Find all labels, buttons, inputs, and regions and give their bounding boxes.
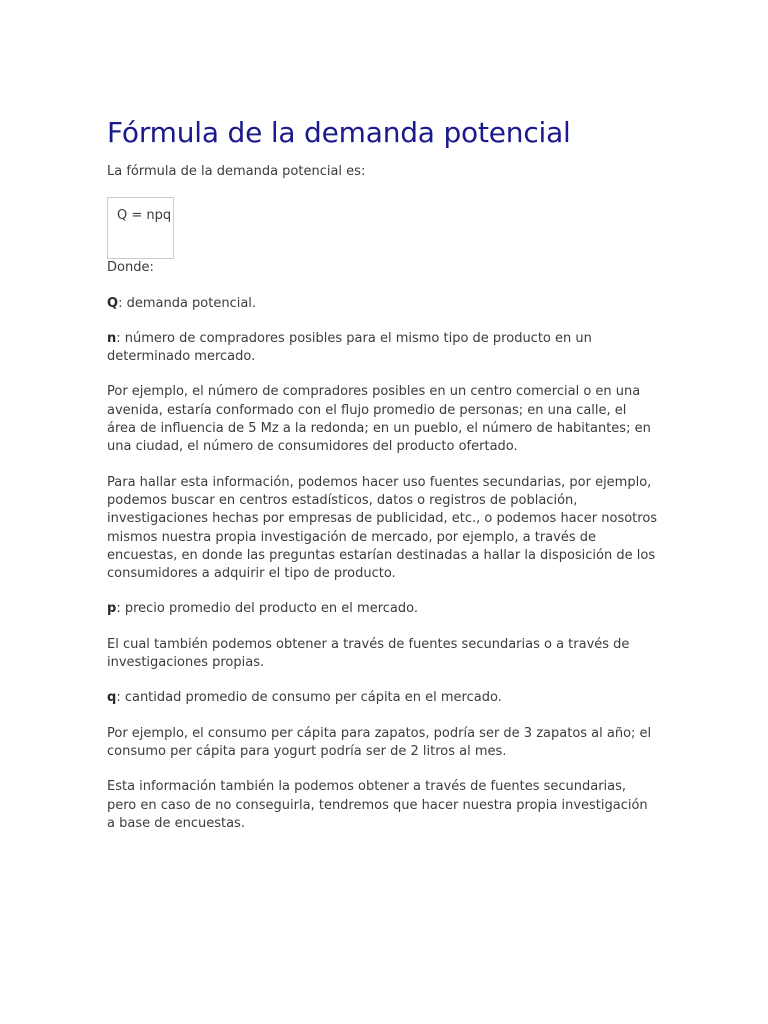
definition-p xyxy=(107,600,659,618)
formula-text: Q = npq xyxy=(117,208,172,224)
definition-n xyxy=(107,330,659,367)
formula-box xyxy=(107,197,174,259)
definition-text: : número de compradores posibles para el mismo tipo de producto en un determinado mercado. xyxy=(107,330,592,365)
definition-text: : precio promedio del producto en el mercado. xyxy=(116,601,418,617)
definition-text: : demanda potencial. xyxy=(118,295,257,311)
paragraph-p-sources: El cual también podemos obtener a través de fuentes secundarias o a través de investigaciones propias. xyxy=(107,636,630,671)
intro-text: La fórmula de la demanda potencial es: xyxy=(107,164,366,179)
term-n: n xyxy=(107,330,117,346)
paragraph-n-example: Por ejemplo, el número de compradores posibles en un centro comercial o en una avenida, estaría conformado con el flujo promedio de personas; en una calle, el área de influencia de 5 Mz a la redonda; en un pueblo, el número de habitantes; en una ciudad, el número de consumidores del producto ofertado. xyxy=(107,384,651,455)
paragraph-n-sources: Para hallar esta información, podemos hacer uso fuentes secundarias, por ejemplo, podemos buscar en centros estadísticos, datos o registros de población, investigaciones hechas por empresas de publicidad, etc., o podemos hacer nosotros mismos nuestra propia investigación de mercado, por ejemplo, a través de encuestas, en donde las preguntas estarían destinadas a hallar la disposición de los consumidores a adquirir el tipo de producto. xyxy=(107,474,658,582)
paragraph-q-example: Por ejemplo, el consumo per cápita para zapatos, podría ser de 3 zapatos al año; el consumo per cápita para yogurt podría ser de 2 litros al mes. xyxy=(107,725,652,759)
term-q: q xyxy=(107,690,117,706)
definition-q xyxy=(107,689,659,707)
paragraph-q-sources: Esta información también la podemos obtener a través de fuentes secundarias, pero en caso de no conseguirla, tendremos que hacer nuestra propia investigación a base de encuestas. xyxy=(107,779,648,831)
document-page xyxy=(107,113,659,833)
page-title: Fórmula de la demanda potencial xyxy=(107,116,571,149)
term-q-upper: Q xyxy=(107,295,119,311)
definition-text: : cantidad promedio de consumo per cápita en el mercado. xyxy=(116,690,502,706)
term-p: p xyxy=(107,601,117,617)
definition-q-upper xyxy=(107,295,659,313)
donde-label: Donde: xyxy=(107,260,154,276)
